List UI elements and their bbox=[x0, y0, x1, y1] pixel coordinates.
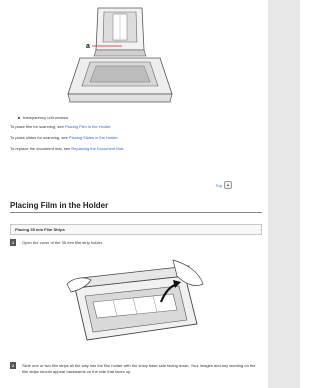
up-arrow-icon[interactable]: ▲ bbox=[224, 181, 232, 189]
line-suffix: . bbox=[110, 124, 112, 129]
top-link-label[interactable]: Top bbox=[215, 182, 222, 188]
step-text: Slide one or two film strips all the way into the film holder with the shiny base side facing down. Your images and any wording on the film strips should appear backwards on the side that faces up. bbox=[22, 363, 256, 374]
section-divider bbox=[10, 212, 262, 213]
step-number-badge: 1 bbox=[11, 240, 15, 245]
film-holder-illustration bbox=[65, 258, 205, 350]
top-link[interactable] bbox=[216, 181, 232, 189]
text-line bbox=[10, 135, 119, 140]
line-prefix: To replace the document mat, see bbox=[10, 146, 72, 151]
step-text: Open the cover of the 35 mm film strip holder. bbox=[22, 240, 103, 245]
text-line bbox=[10, 124, 111, 129]
link-placing-slides[interactable]: Placing Slides in the Holder bbox=[68, 135, 118, 140]
right-sidebar bbox=[268, 0, 300, 388]
link-placing-film[interactable]: Placing Film in the Holder bbox=[64, 124, 111, 129]
text-line bbox=[10, 146, 124, 151]
line-prefix: To place film for scanning, see bbox=[10, 124, 65, 129]
scanner-illustration bbox=[60, 2, 180, 112]
line-prefix: To place slides for scanning, see bbox=[10, 135, 69, 140]
bullet-icon bbox=[18, 117, 20, 119]
step-number-badge: 2 bbox=[11, 363, 15, 368]
list-item bbox=[18, 115, 68, 120]
subsection-title: Placing 35 mm Film Strips bbox=[15, 227, 65, 232]
list-item-text: transparency unit window bbox=[23, 115, 69, 120]
callout-label: a bbox=[86, 43, 90, 50]
section-title: Placing Film in the Holder bbox=[10, 201, 109, 210]
subsection-header bbox=[10, 224, 262, 235]
line-suffix: . bbox=[122, 146, 125, 151]
link-replacing-mat[interactable]: Replacing the Document Mat bbox=[71, 146, 123, 151]
line-suffix: . bbox=[117, 135, 119, 140]
